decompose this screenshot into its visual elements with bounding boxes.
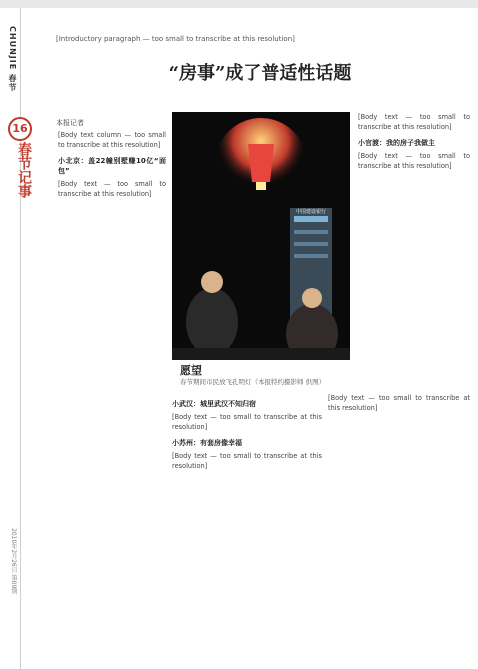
- feature-photo: [172, 112, 350, 360]
- sky-lantern: [248, 144, 274, 182]
- photo-caption-title: 愿望: [180, 364, 202, 377]
- sidebar-rule: [20, 8, 21, 669]
- section-title: 春节记事: [16, 142, 32, 198]
- headline: “房事”成了普适性话题: [168, 63, 352, 84]
- lantern-night-photo: [172, 112, 350, 360]
- page-number: 16: [8, 117, 32, 141]
- column-d-text: [Body text — too small to transcribe at this resolution]: [358, 113, 470, 131]
- byline: 本报记者: [56, 119, 84, 127]
- photo-caption: 春节期间市民放飞孔明灯（本报特约摄影师 供图）: [180, 378, 326, 386]
- column-a-text-more: [Body text — too small to transcribe at this resolution]: [58, 180, 166, 198]
- column-b-text: [Body text — too small to transcribe at this resolution]: [172, 413, 322, 431]
- column-b: [172, 393, 322, 471]
- top-band: [0, 0, 478, 8]
- subheading-wuhan: 小武汉：城里武汉不知归宿: [172, 400, 256, 408]
- section-tag: CHUNJIE 春节: [8, 26, 17, 92]
- column-c: [328, 393, 470, 413]
- sidebar: [0, 8, 22, 669]
- column-a: [58, 130, 166, 199]
- column-d: [358, 112, 470, 171]
- tower-sign: 中国建设银行: [295, 209, 327, 215]
- subheading-suzhou: 小苏州：有套房像幸福: [172, 439, 242, 447]
- issue-date: 2010年2月26日 第09期: [10, 528, 17, 595]
- column-b-text-more: [Body text — too small to transcribe at this resolution]: [172, 452, 322, 470]
- subheading-beijing: 小北京：盖22幢别墅赚10亿“面包”: [58, 157, 166, 175]
- lede-paragraph: [Introductory paragraph — too small to transcribe at this resolution]: [56, 35, 295, 43]
- column-d-text-more: [Body text — too small to transcribe at this resolution]: [358, 152, 470, 170]
- person-left: [186, 288, 238, 356]
- column-c-text: [Body text — too small to transcribe at this resolution]: [328, 394, 470, 412]
- column-a-text: [Body text column — too small to transcribe at this resolution]: [58, 131, 166, 149]
- subheading-guandu: 小官渡：我的房子我做主: [358, 139, 435, 147]
